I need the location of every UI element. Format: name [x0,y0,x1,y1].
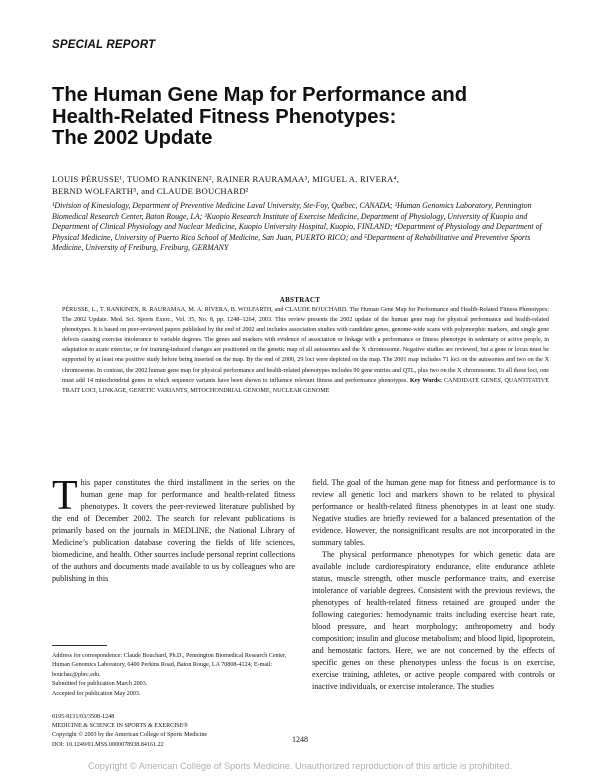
affiliations: ¹Division of Kinesiology, Department of Preventive Medicine Laval University, Ste-Foy, Québec, CANADA; ²Human Genomics Laboratory, Pennington Biomedical Research Center, Baton Rouge, LA; ³Kuopio Research Institute of Exercise Medicine, Department of Physiology, University of Kuopio and Department of Clinical Physiology and Nuclear Medicine, Kuopio University Hospital, Kuopio, FINLAND; ⁴Department of Physiology and Department of Physical Medicine, University of Puerto Rico School of Medicine, San Juan, PUERTO RICO; and ⁵Department of Rehabilitative and Preventive Sports Medicine, University of Freiburg, Freiburg, GERMANY [52,201,542,252]
body-paragraph: The physical performance phenotypes for which genetic data are available include cardiorespiratory endurance, elite endurance athlete status, muscle strength, other muscle performance traits, and exercise intolerance of variable degrees. Consistent with the previous reviews, the phenotypes of health-related fitness retained are grouped under the following categories: hemodynamic traits including exercise heart rate, blood pressure, and heart morphology; anthropometry and body composition; insulin and glucose metabolism; and blood lipid, lipoprotein, and hemostatic factors. Here, we are not concerned by the effects of specific genes on these phenotypes unless the focus is on exercise, exercise training, athletes, or active people compared with controls or inactive individuals, or exercise intolerance. The studies [312,550,555,691]
footnote-divider [52,645,107,646]
body-column-left [52,473,295,585]
correspondence-note [52,652,295,699]
article-title [52,85,552,150]
page-number: 1248 [292,735,308,744]
keywords: CANDIDATE GENES, QUANTITATIVE TRAIT LOCI, LINKAGE, GENETIC VARIANTS, MITOCHONDRIAL GENOME, NUCLEAR GENOME [62,377,549,394]
journal-name: MEDICINE & SCIENCE IN SPORTS & EXERCISE® [52,723,188,730]
accepted-date: Accepted for publication May 2003. [52,690,141,697]
section-label: SPECIAL REPORT [52,39,156,51]
title-line: The Human Gene Map for Performance and [52,84,468,106]
correspondence-address: Address for correspondence: Claude Bouchard, Ph.D., Pennington Biomedical Research Center, Human Genomics Laboratory, 6400 Perkins Road, Baton Rouge, LA 70808-4124; E-mail: bouchac@pbrc.edu. [52,653,287,678]
copyright-line: Copyright © 2003 by the American College of Sports Medicine [52,732,208,739]
authors-line: LOUIS PÉRUSSE¹, TUOMO RANKINEN², RAINER RAURAMAA³, MIGUEL A. RIVERA⁴, [52,174,400,184]
authors-line: BERND WOLFARTH⁵, and CLAUDE BOUCHARD² [52,186,249,196]
title-line: Health-Related Fitness Phenotypes: [52,105,397,128]
body-paragraph: his paper constitutes the third installment in the series on the human gene map for performance and health-related fitness phenotypes. It covers the peer-reviewed literature published by the end of December 2002. The search for relevant publications is primarily based on the journals in MEDLINE, the National Library of Medicine’s publication database covering the fields of life sciences, biomedicine, and health. Other sources include personal reprint collections of the authors and documents made available to us by colleagues who are publishing in this [52,478,295,583]
issn-code: 0195-9131/03/3508-1248 [52,714,115,720]
keywords-label: Key Words: [409,377,442,384]
abstract [62,305,549,396]
publication-identifiers [52,713,295,750]
title-line: The 2002 Update [52,127,213,149]
submitted-date: Submitted for publication March 2003. [52,681,148,688]
body-paragraph: field. The goal of the human gene map for fitness and performance is to review all genetic loci and markers shown to be related to physical performance or health-related fitness phenotypes in at least one study. Negative studies are briefly reviewed for a balanced presentation of the evidence. However, the nonsignificant results are not incorporated in the summary tables. [312,478,555,547]
doi: DOI: 10.1249/01.MSS.0000078938.84161.22 [52,741,164,748]
abstract-heading: ABSTRACT [279,296,321,304]
author-list [52,173,552,197]
abstract-text: PÉRUSSE, L., T. RANKINEN, R. RAURAMAA, M. A. RIVERA, B. WOLFARTH, and CLAUDE BOUCHARD. The Human Gene Map for Performance and Health-Related Fitness Phenotypes: The 2002 Update. Med. Sci. Sports Exerc., Vol. 35, No. 8, pp. 1248–1264, 2003. This review presents the 2002 update of the human gene map for physical performance and health-related phenotypes. It is based on peer-reviewed papers published by the end of 2002 and includes association studies with candidate genes, genome-wide scans with polymorphic markers, and single gene defects causing exercise intolerance to variable degrees. The genes and markers with evidence of association or linkage with a performance or fitness phenotype in sedentary or active people, in adaptation to acute exercise, or for training-induced changes are positioned on the genetic map of all autosomes and the X chromosome. Negative studies are reviewed, but a gene or locus must be supported by at least one positive study before being inserted on the map. By the end of 2000, 29 loci were depicted on the map. The 2001 map includes 71 loci on the autosomes and two on the X chromosome. In contrast, the 2002 human gene map for physical performance and health-related phenotypes includes 90 gene entries and QTL, plus two on the X chromosome. To all these loci, one must add 14 mitochondrial genes in which sequence variants have been shown to influence relevant fitness and performance phenotypes. [62,307,549,384]
copyright-footer: Copyright © American College of Sports Medicine. Unauthorized reproduction of this article is prohibited. [88,761,512,771]
drop-cap: T [52,473,78,519]
body-column-right [312,477,555,693]
